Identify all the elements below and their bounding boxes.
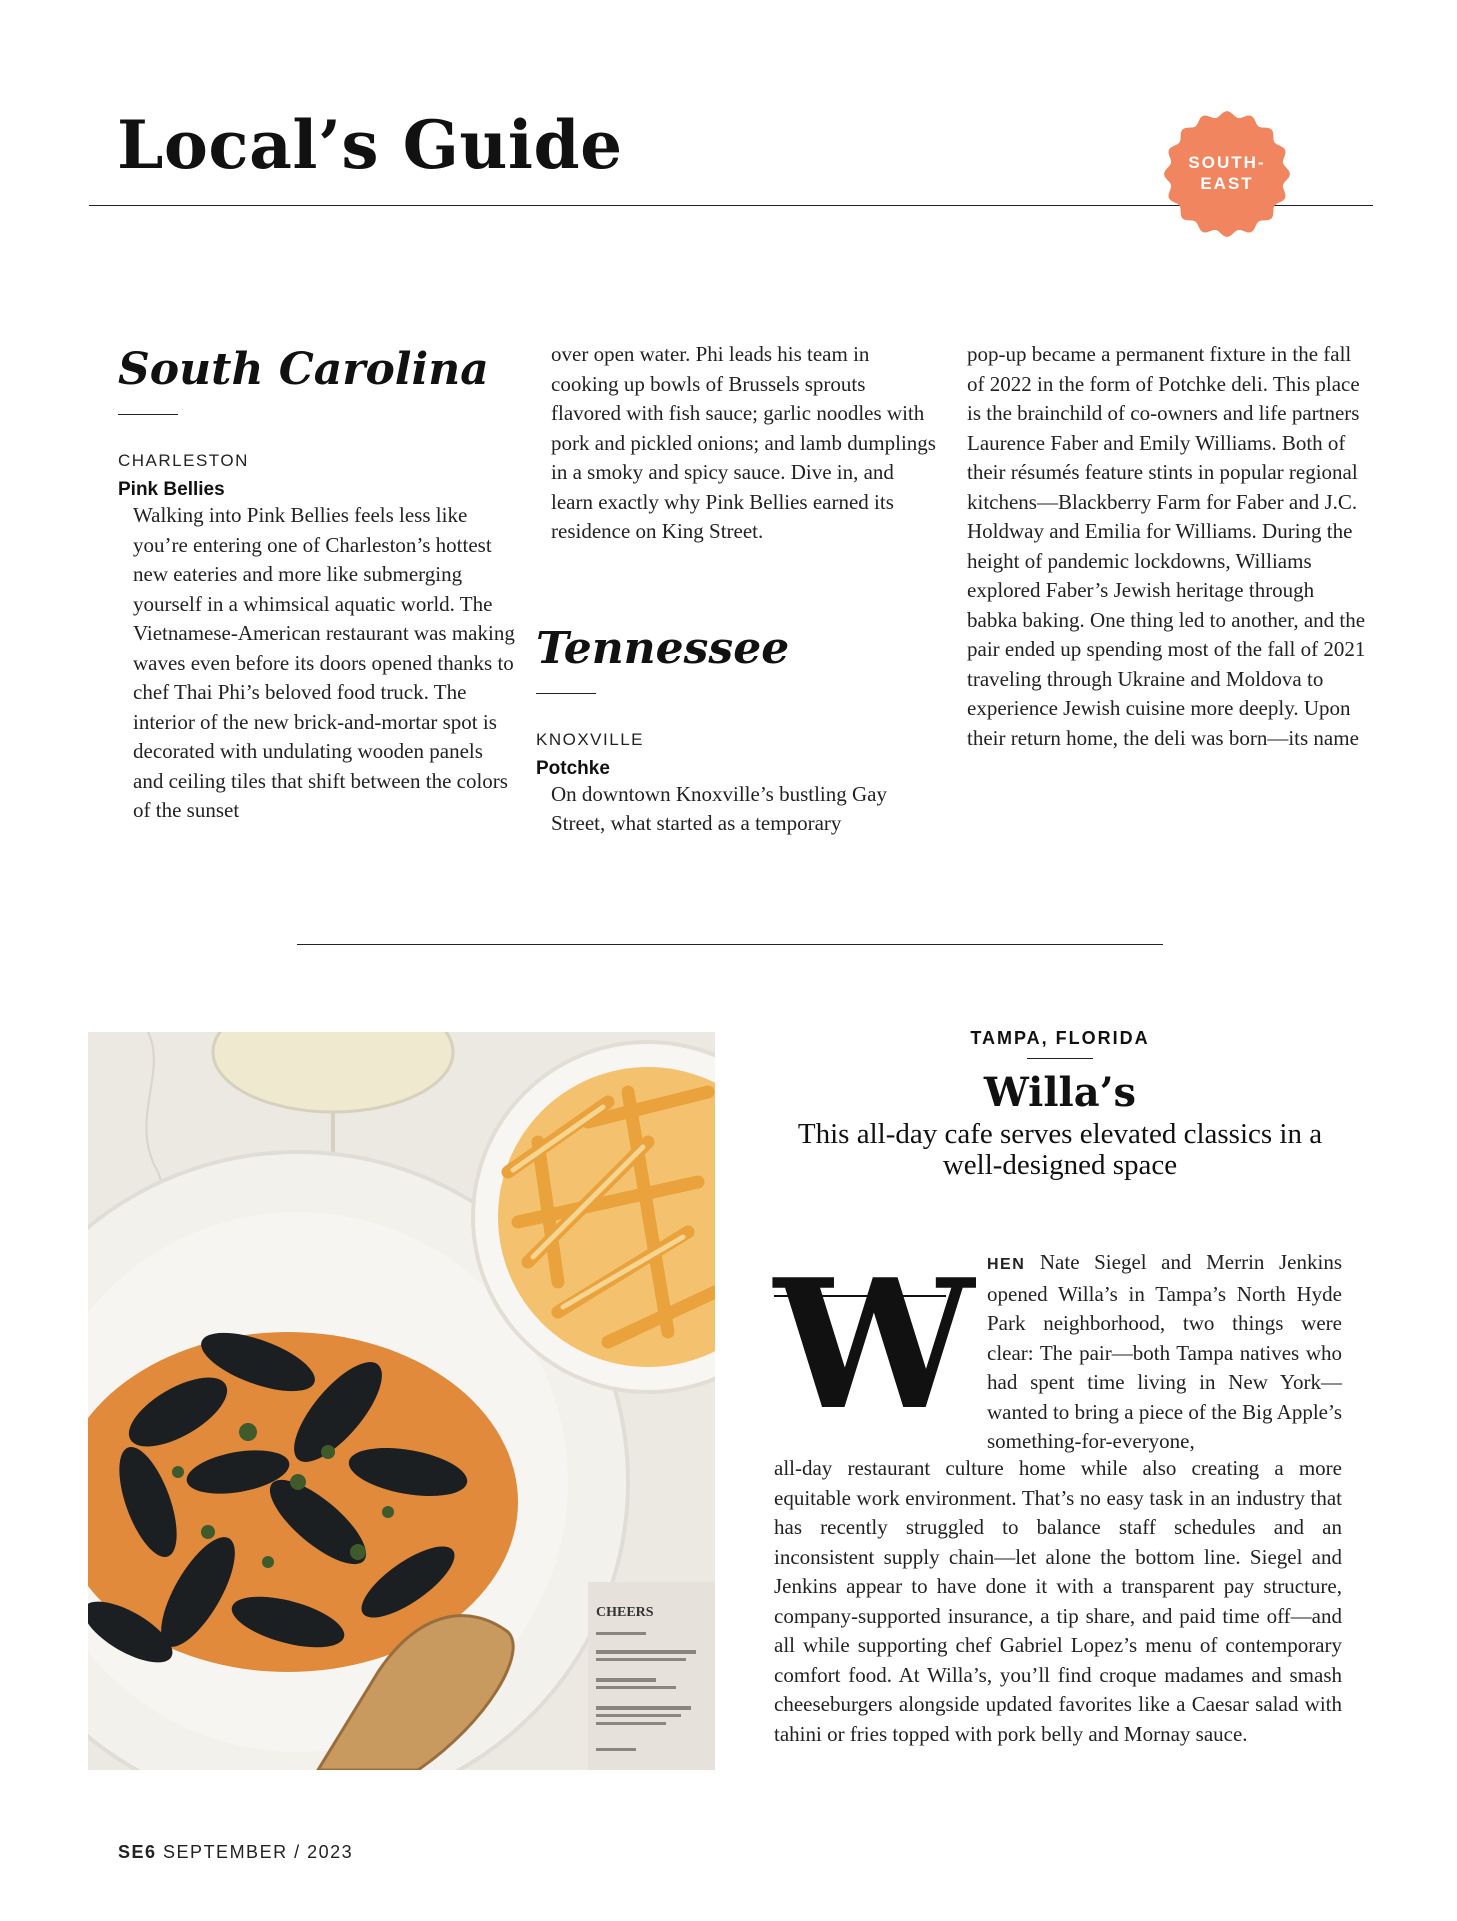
lead-text: Nate Siegel and Merrin Jenkins opened Willa’s in Tampa’s North Hyde Park neighborhood, two things were clear: The pair—both Tampa natives who had spent time living in New York—wanted to bring a piece of the Big Apple’s something-for-everyone, (987, 1250, 1342, 1453)
lead-in-word: HEN (987, 1256, 1026, 1273)
venue-name-willas: Willa’s (983, 1069, 1137, 1116)
article-body (118, 501, 518, 826)
badge-label-line1: SOUTH- (1188, 153, 1266, 172)
article-body (536, 780, 936, 839)
article-body (536, 340, 936, 547)
florida-feature-header (775, 1028, 1345, 1181)
drop-cap-letter: W (774, 1240, 968, 1449)
state-heading-south-carolina: South Carolina (118, 344, 489, 395)
feature-body-paragraph: all-day restaurant culture home while also creating a more equitable work environment. That’s no easy task in an industry that has recently struggled to balance staff schedules and an inconsistent supply chain—let alone the bottom line. Siegel and Jenkins appear to have done it with a transparent pay structure, company-supported insurance, a tip share, and paid time off—and all while supporting chef Gabriel Lopez’s menu of contemporary comfort food. At Willa’s, you’ll find croque madames and smash cheeseburgers alongside updated favorites like a Caesar salad with tahini or fries topped with pork belly and Mornay sauce. (774, 1456, 1342, 1746)
state-heading-rule (118, 414, 178, 415)
middle-column (536, 342, 936, 839)
issue-date: SEPTEMBER / 2023 (163, 1842, 354, 1862)
region-badge (1163, 110, 1291, 238)
body-paragraph: Walking into Pink Bellies feels less like you’re entering one of Charleston’s hottest new eateries and more like submerging yourself in a whimsical aquatic world. The Vietnamese-American restaurant was making waves even before its doors opened thanks to chef Thai Phi’s beloved food truck. The interior of the new brick-and-mortar spot is decorated with undulating wooden panels and ceiling tiles that shift between the colors of the sunset (133, 503, 515, 823)
body-paragraph: pop-up became a permanent fixture in the fall of 2022 in the form of Potchke deli. This place is the brainchild of co-owners and life partners Laurence Faber and Emily Williams. Both of their résumés feature stints in popular regional kitchens—Blackberry Farm for Faber and J.C. Holdway and Emilia for Williams. During the height of pandemic lockdowns, Williams explored Faber’s Jewish heritage through babka baking. One thing led to another, and the pair ended up spending most of the fall of 2021 traveling through Ukraine and Moldova to experience Jewish cuisine more deeply. Upon their return home, the deli was born—its name (967, 342, 1366, 750)
article-body (967, 340, 1367, 753)
food-photo (88, 1032, 715, 1770)
feature-subheadline: This all-day cafe serves elevated classics in a well-designed space (797, 1118, 1323, 1181)
body-paragraph: On downtown Knoxville’s bustling Gay Street, what started as a temporary (551, 781, 887, 836)
body-paragraph: over open water. Phi leads his team in cooking up bowls of Brussels sprouts flavored with fish sauce; garlic noodles with pork and pickled onions; and lamb dumplings in a smoky and spicy sauce. Dive in, and learn exactly why Pink Bellies earned its residence on King Street. (551, 342, 936, 543)
badge-label-line2: EAST (1200, 174, 1254, 193)
tennessee-section (536, 622, 936, 839)
page-title: Local’s Guide (117, 106, 623, 184)
state-heading-rule (536, 693, 596, 694)
city-label-rule (1027, 1058, 1093, 1059)
city-label-knoxville: KNOXVILLE (536, 729, 644, 749)
feature-lead-paragraph (987, 1248, 1342, 1457)
venue-name-pink-bellies: Pink Bellies (118, 479, 225, 501)
city-label-charleston: CHARLESTON (118, 451, 249, 471)
section-divider (297, 944, 1163, 945)
menu-card-heading: CHEERS (596, 1605, 654, 1620)
venue-name-potchke: Potchke (536, 757, 610, 779)
drop-cap (774, 1240, 968, 1449)
south-carolina-column (118, 346, 518, 826)
state-heading-tennessee: Tennessee (536, 622, 790, 674)
mussels-and-fries-illustration (88, 1032, 715, 1770)
right-column (967, 342, 1367, 753)
page-folio (118, 1842, 353, 1863)
page-number: SE6 (118, 1842, 157, 1862)
city-label-tampa: TAMPA, FLORIDA (970, 1028, 1150, 1048)
badge-label (1163, 152, 1291, 194)
